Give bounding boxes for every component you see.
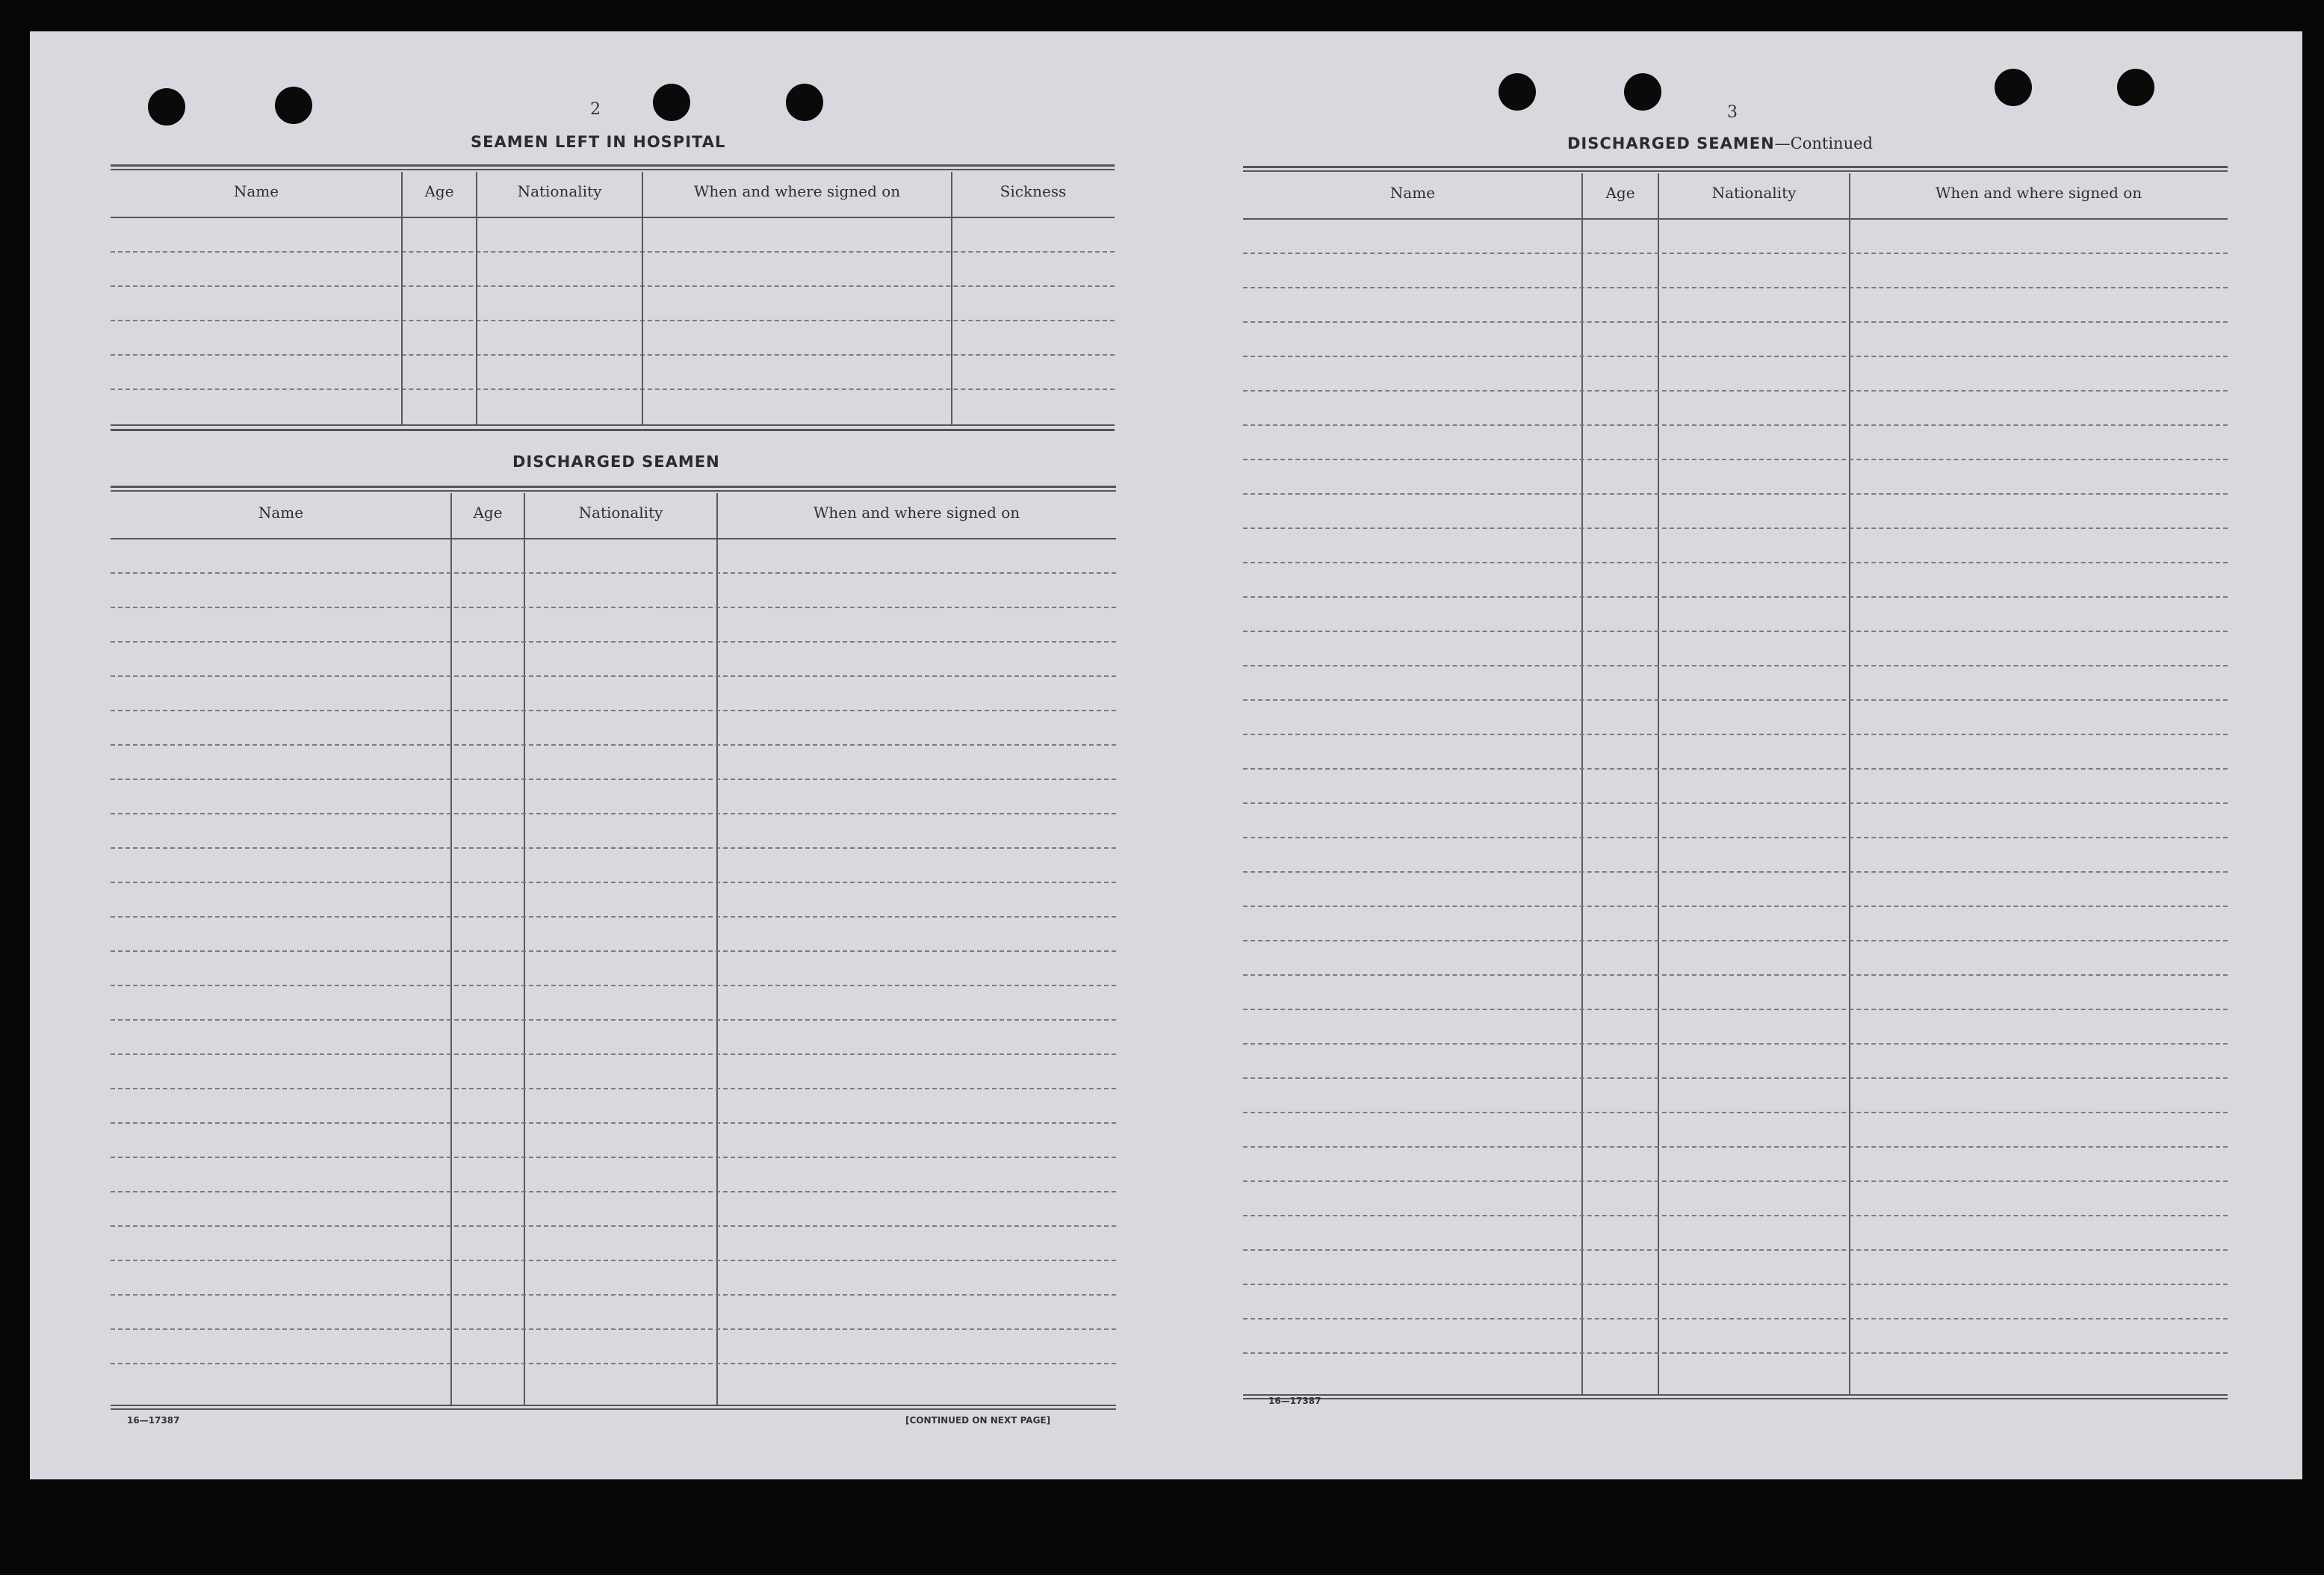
table-row [111,320,1115,321]
column-header-name: Name [258,504,304,522]
table-row [111,641,1116,643]
table-row [1243,527,2228,529]
table-row [111,675,1116,677]
table-row [111,1225,1116,1227]
table-row [1243,837,2228,838]
table-row [111,779,1116,780]
column-header-name: Name [233,182,279,200]
table-rule [1243,170,2228,172]
table-row [111,744,1116,746]
table-row [1243,596,2228,598]
table-row [111,607,1116,608]
table-rule [1243,1394,2228,1396]
scanned-form-spread [30,31,2302,1479]
table-row [1243,287,2228,288]
table-rule [1243,1398,2228,1399]
table-row [111,1019,1116,1021]
header-rule [111,217,1115,218]
table-row [1243,1352,2228,1354]
punch-hole [2117,69,2154,106]
punch-hole [148,88,185,126]
table-row [111,1053,1116,1055]
table-row [1243,802,2228,804]
header-rule [111,538,1116,539]
column-divider [476,172,477,426]
table-rule [111,490,1116,492]
table-row [111,389,1115,390]
column-header-nationality: Nationality [517,182,602,200]
table-row [1243,940,2228,941]
page-number-left: 2 [590,100,601,119]
punch-hole [1995,69,2032,106]
table-row [1243,768,2228,770]
table-row [1243,1146,2228,1148]
table-row [111,572,1116,574]
table-row [1243,253,2228,254]
table-row [1243,1181,2228,1182]
table-row [1243,1318,2228,1319]
punch-hole [786,84,823,121]
table-row [1243,321,2228,323]
column-header-age: Age [424,182,454,200]
column-divider [951,172,952,426]
table-rule [111,164,1115,167]
table-row [1243,1077,2228,1079]
table-row [111,1157,1116,1158]
hospital-section-title: SEAMEN LEFT IN HOSPITAL [471,133,726,151]
table-row [111,710,1116,711]
table-rule [1243,166,2228,168]
table-row [111,916,1116,918]
table-row [111,985,1116,986]
column-divider [716,493,718,1406]
table-row [1243,631,2228,632]
table-row [1243,1284,2228,1285]
discharged-title-text: DISCHARGED SEAMEN [1567,134,1775,152]
column-header-when-where: When and where signed on [1935,184,2142,202]
table-row [1243,974,2228,976]
table-row [1243,734,2228,735]
table-row [111,950,1116,952]
column-header-age: Age [473,504,503,522]
table-row [111,1294,1116,1296]
table-row [1243,390,2228,392]
table-rule [111,169,1115,170]
table-row [111,1122,1116,1124]
table-row [1243,699,2228,701]
column-header-age: Age [1605,184,1635,202]
column-header-nationality: Nationality [578,504,663,522]
table-row [111,813,1116,814]
header-rule [1243,218,2228,220]
table-rule [111,486,1116,488]
table-row [111,882,1116,883]
table-rule [111,1408,1116,1410]
continued-note: [CONTINUED ON NEXT PAGE] [905,1415,1051,1426]
column-divider [450,493,452,1406]
table-row [111,354,1115,356]
table-row [1243,1249,2228,1251]
table-row [1243,493,2228,495]
table-row [1243,871,2228,873]
form-number-right: 16—17387 [1268,1396,1321,1406]
table-row [1243,1112,2228,1113]
table-row [1243,424,2228,426]
form-number-left: 16—17387 [127,1415,180,1426]
table-row [111,847,1116,849]
table-row [111,285,1115,287]
table-row [1243,562,2228,563]
page-number-right: 3 [1727,103,1738,122]
punch-hole [653,84,690,121]
table-row [1243,356,2228,357]
table-row [111,251,1115,253]
table-row [111,1328,1116,1330]
table-row [1243,459,2228,460]
discharged-section-title: DISCHARGED SEAMEN [512,453,720,471]
table-row [111,1191,1116,1192]
table-rule [111,1405,1116,1406]
table-row [1243,1215,2228,1216]
discharged-continued-title [1567,134,1873,152]
column-header-sickness: Sickness [1000,182,1067,200]
table-rule [111,424,1115,426]
table-row [1243,1009,2228,1010]
column-header-when-where: When and where signed on [813,504,1020,522]
table-row [111,1088,1116,1089]
column-divider [642,172,643,426]
column-header-nationality: Nationality [1711,184,1797,202]
column-header-when-where: When and where signed on [693,182,901,200]
punch-hole [275,87,312,124]
table-row [111,1260,1116,1261]
continued-suffix: —Continued [1774,134,1873,152]
punch-hole [1499,73,1536,111]
table-rule [111,429,1115,431]
punch-hole [1624,73,1661,111]
table-row [1243,1043,2228,1045]
column-divider [524,493,525,1406]
column-header-name: Name [1389,184,1436,202]
table-row [1243,665,2228,666]
table-row [1243,906,2228,907]
table-row [111,1363,1116,1364]
column-divider [401,172,403,426]
